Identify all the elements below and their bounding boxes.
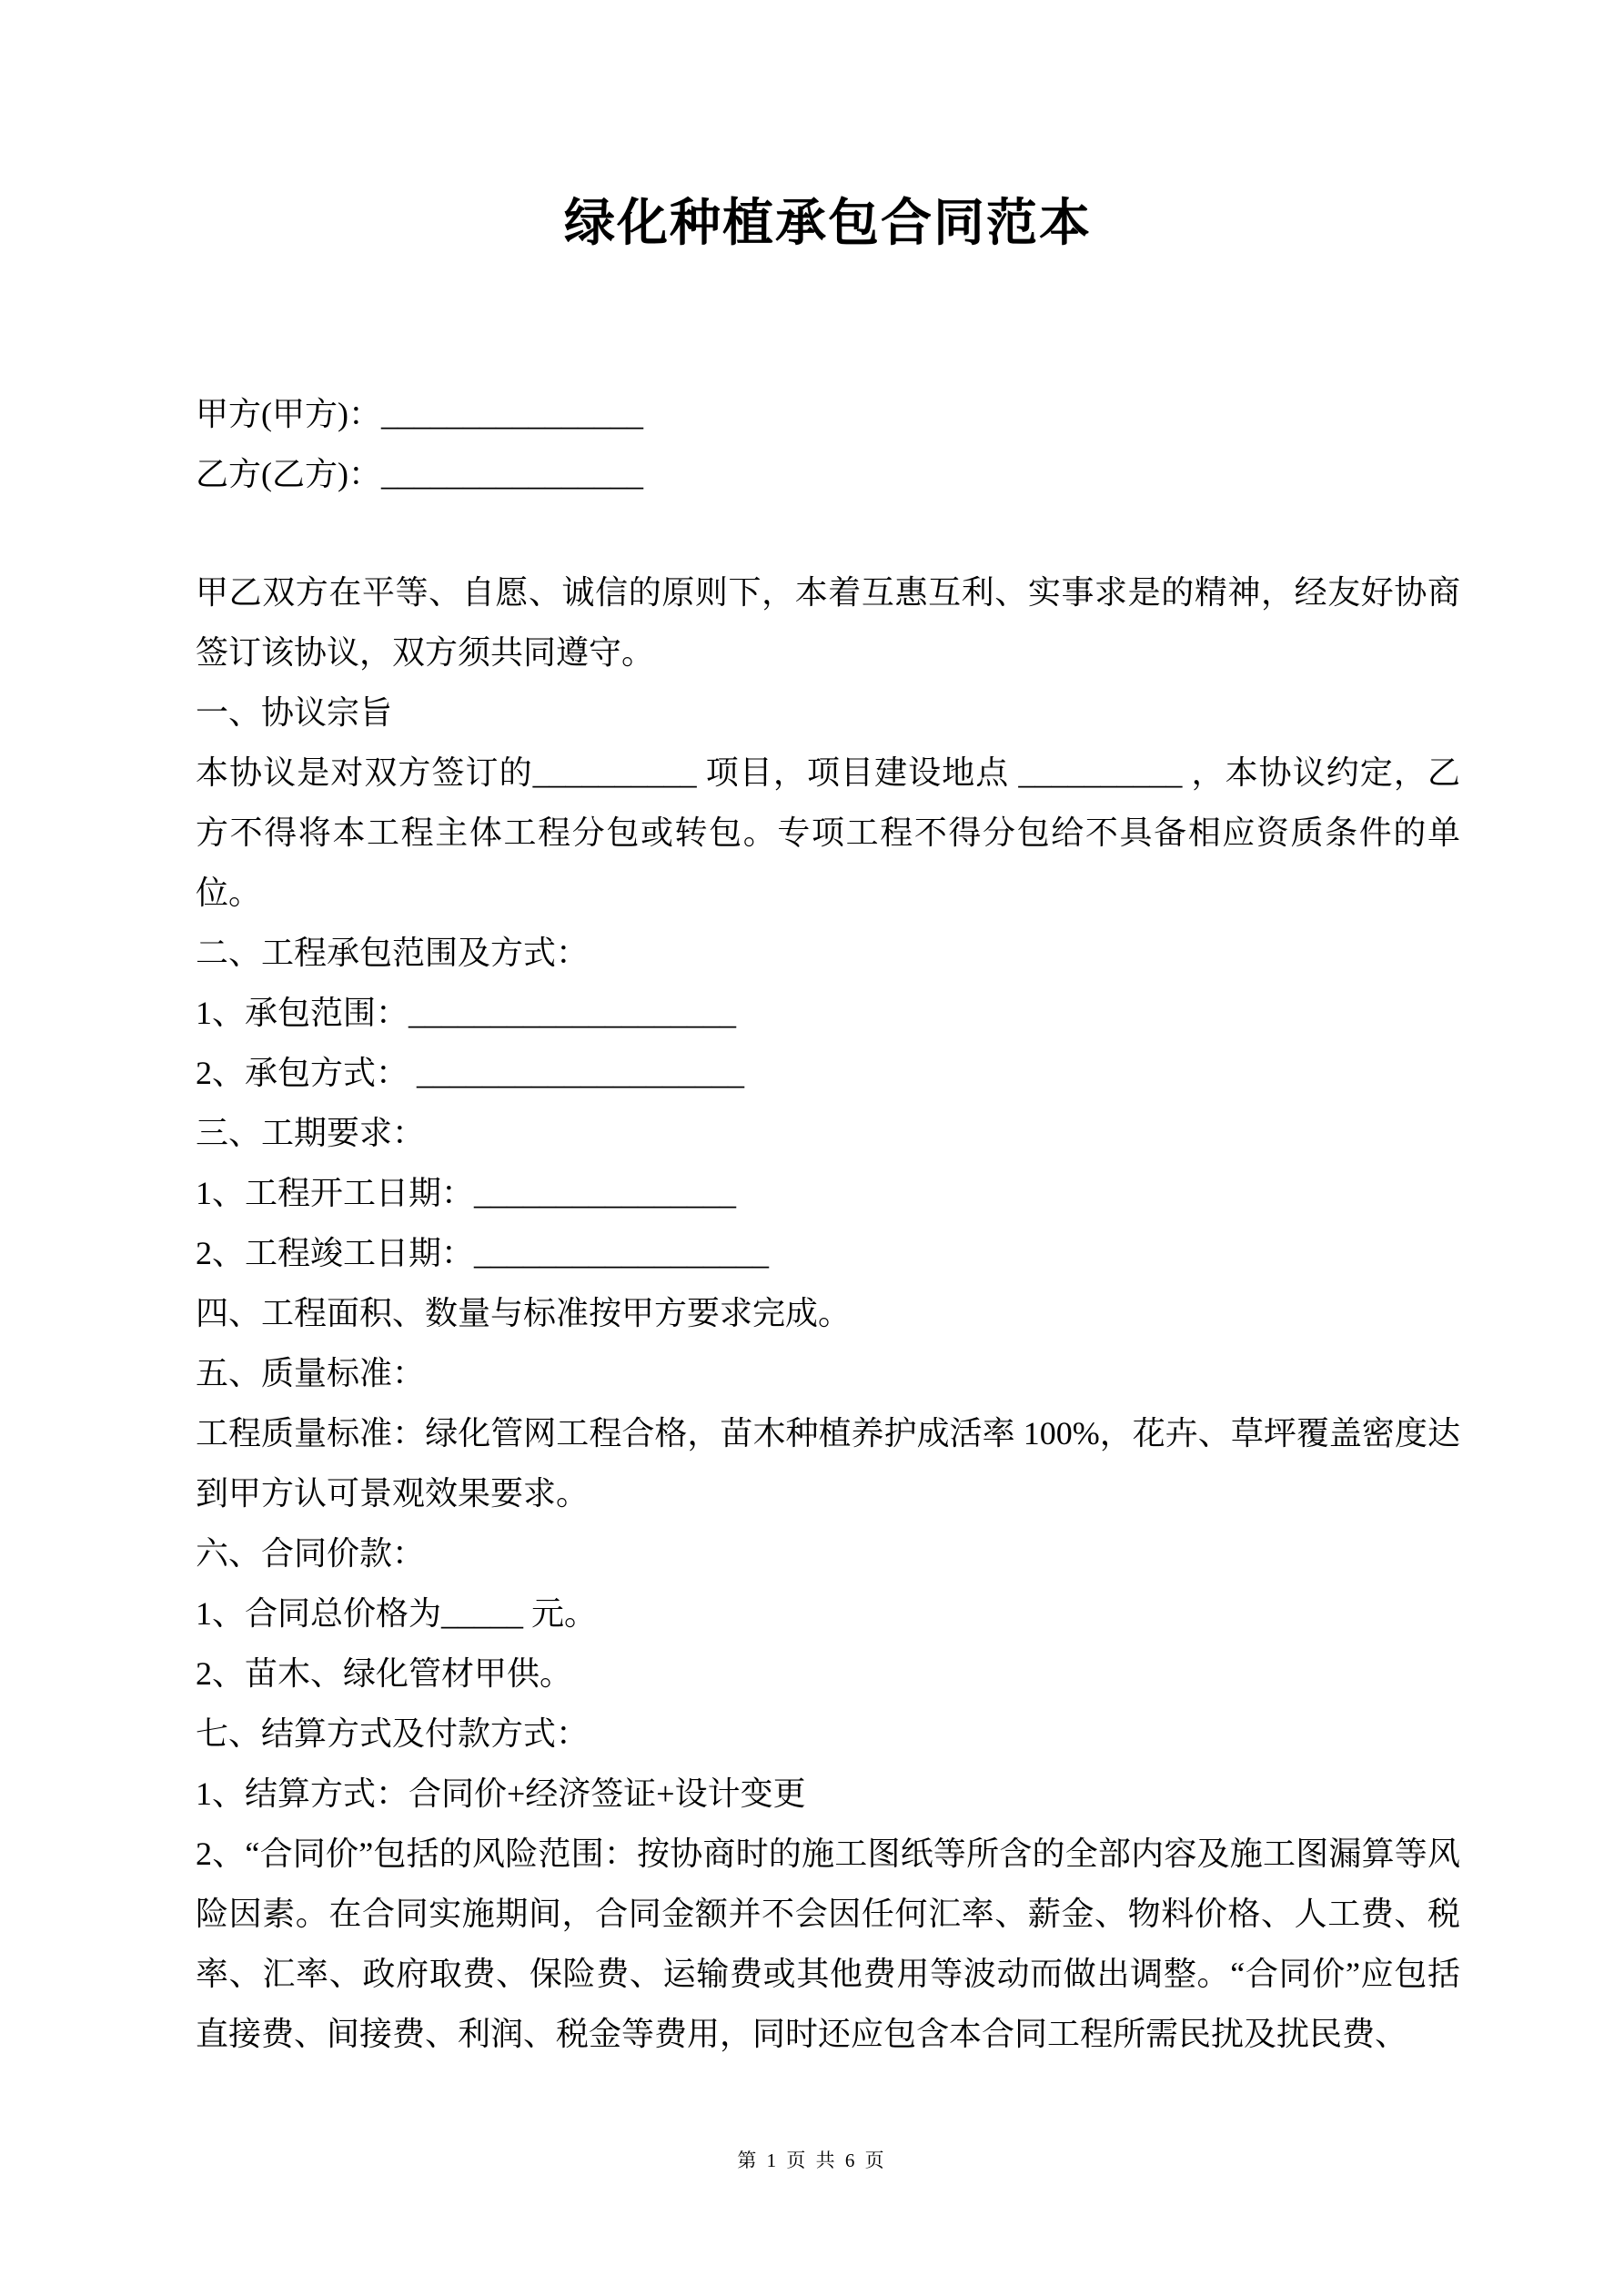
clause-6-1: 1、合同总价格为_____ 元。 [196, 1595, 598, 1632]
section-7-heading: 七、结算方式及付款方式： [196, 1715, 590, 1752]
section-3-heading: 三、工期要求： [196, 1115, 426, 1151]
clause-6-2: 2、苗木、绿化管材甲供。 [196, 1655, 573, 1692]
section-1-body: 本协议是对双方签订的__________ 项目，项目建设地点 __________ ，本协议约定，乙方不得将本工程主体工程分包或转包。专项工程不得分包给不具备相应资质条件的单位。 [196, 754, 1460, 911]
section-4-paragraph: 四、工程面积、数量与标准按甲方要求完成。 [196, 1295, 852, 1331]
clause-2-1: 1、承包范围：____________________ [196, 995, 737, 1031]
clause-7-1: 1、结算方式：合同价+经济签证+设计变更 [196, 1775, 806, 1812]
party-a-line: 甲方(甲方)：________________ [196, 396, 643, 432]
clause-3-2: 2、工程竣工日期：__________________ [196, 1235, 770, 1271]
document-title: 绿化种植承包合同范本 [564, 196, 1092, 252]
page-number-footer: 第 1 页 共 6 页 [737, 2149, 887, 2171]
preamble-paragraph: 甲乙双方在平等、自愿、诚信的原则下，本着互惠互利、实事求是的精神，经友好协商签订该协议，双方须共同遵守。 [196, 574, 1460, 671]
clause-3-1: 1、工程开工日期：________________ [196, 1175, 737, 1211]
party-b-line: 乙方(乙方)：________________ [196, 456, 643, 492]
section-2-heading: 二、工程承包范围及方式： [196, 935, 590, 971]
section-5-body: 工程质量标准：绿化管网工程合格，苗木种植养护成活率 100%，花卉、草坪覆盖密度达到甲方认可景观效果要求。 [196, 1415, 1460, 1512]
clause-2-2: 2、承包方式： ____________________ [196, 1055, 745, 1091]
section-6-heading: 六、合同价款： [196, 1535, 426, 1572]
clause-7-2: 2、“合同价”包括的风险范围：按协商时的施工图纸等所含的全部内容及施工图漏算等风险因素。在合同实施期间，合同金额并不会因任何汇率、薪金、物料价格、人工费、税率、汇率、政府取费、保险费、运输费或其他费用等波动而做出调整。“合同价”应包括直接费、间接费、利润、税金等费用，同时还应包含本合同工程所需民扰及扰民费、 [196, 1836, 1460, 2052]
section-5-heading: 五、质量标准： [196, 1355, 426, 1391]
section-1-heading: 一、协议宗旨 [196, 694, 393, 731]
